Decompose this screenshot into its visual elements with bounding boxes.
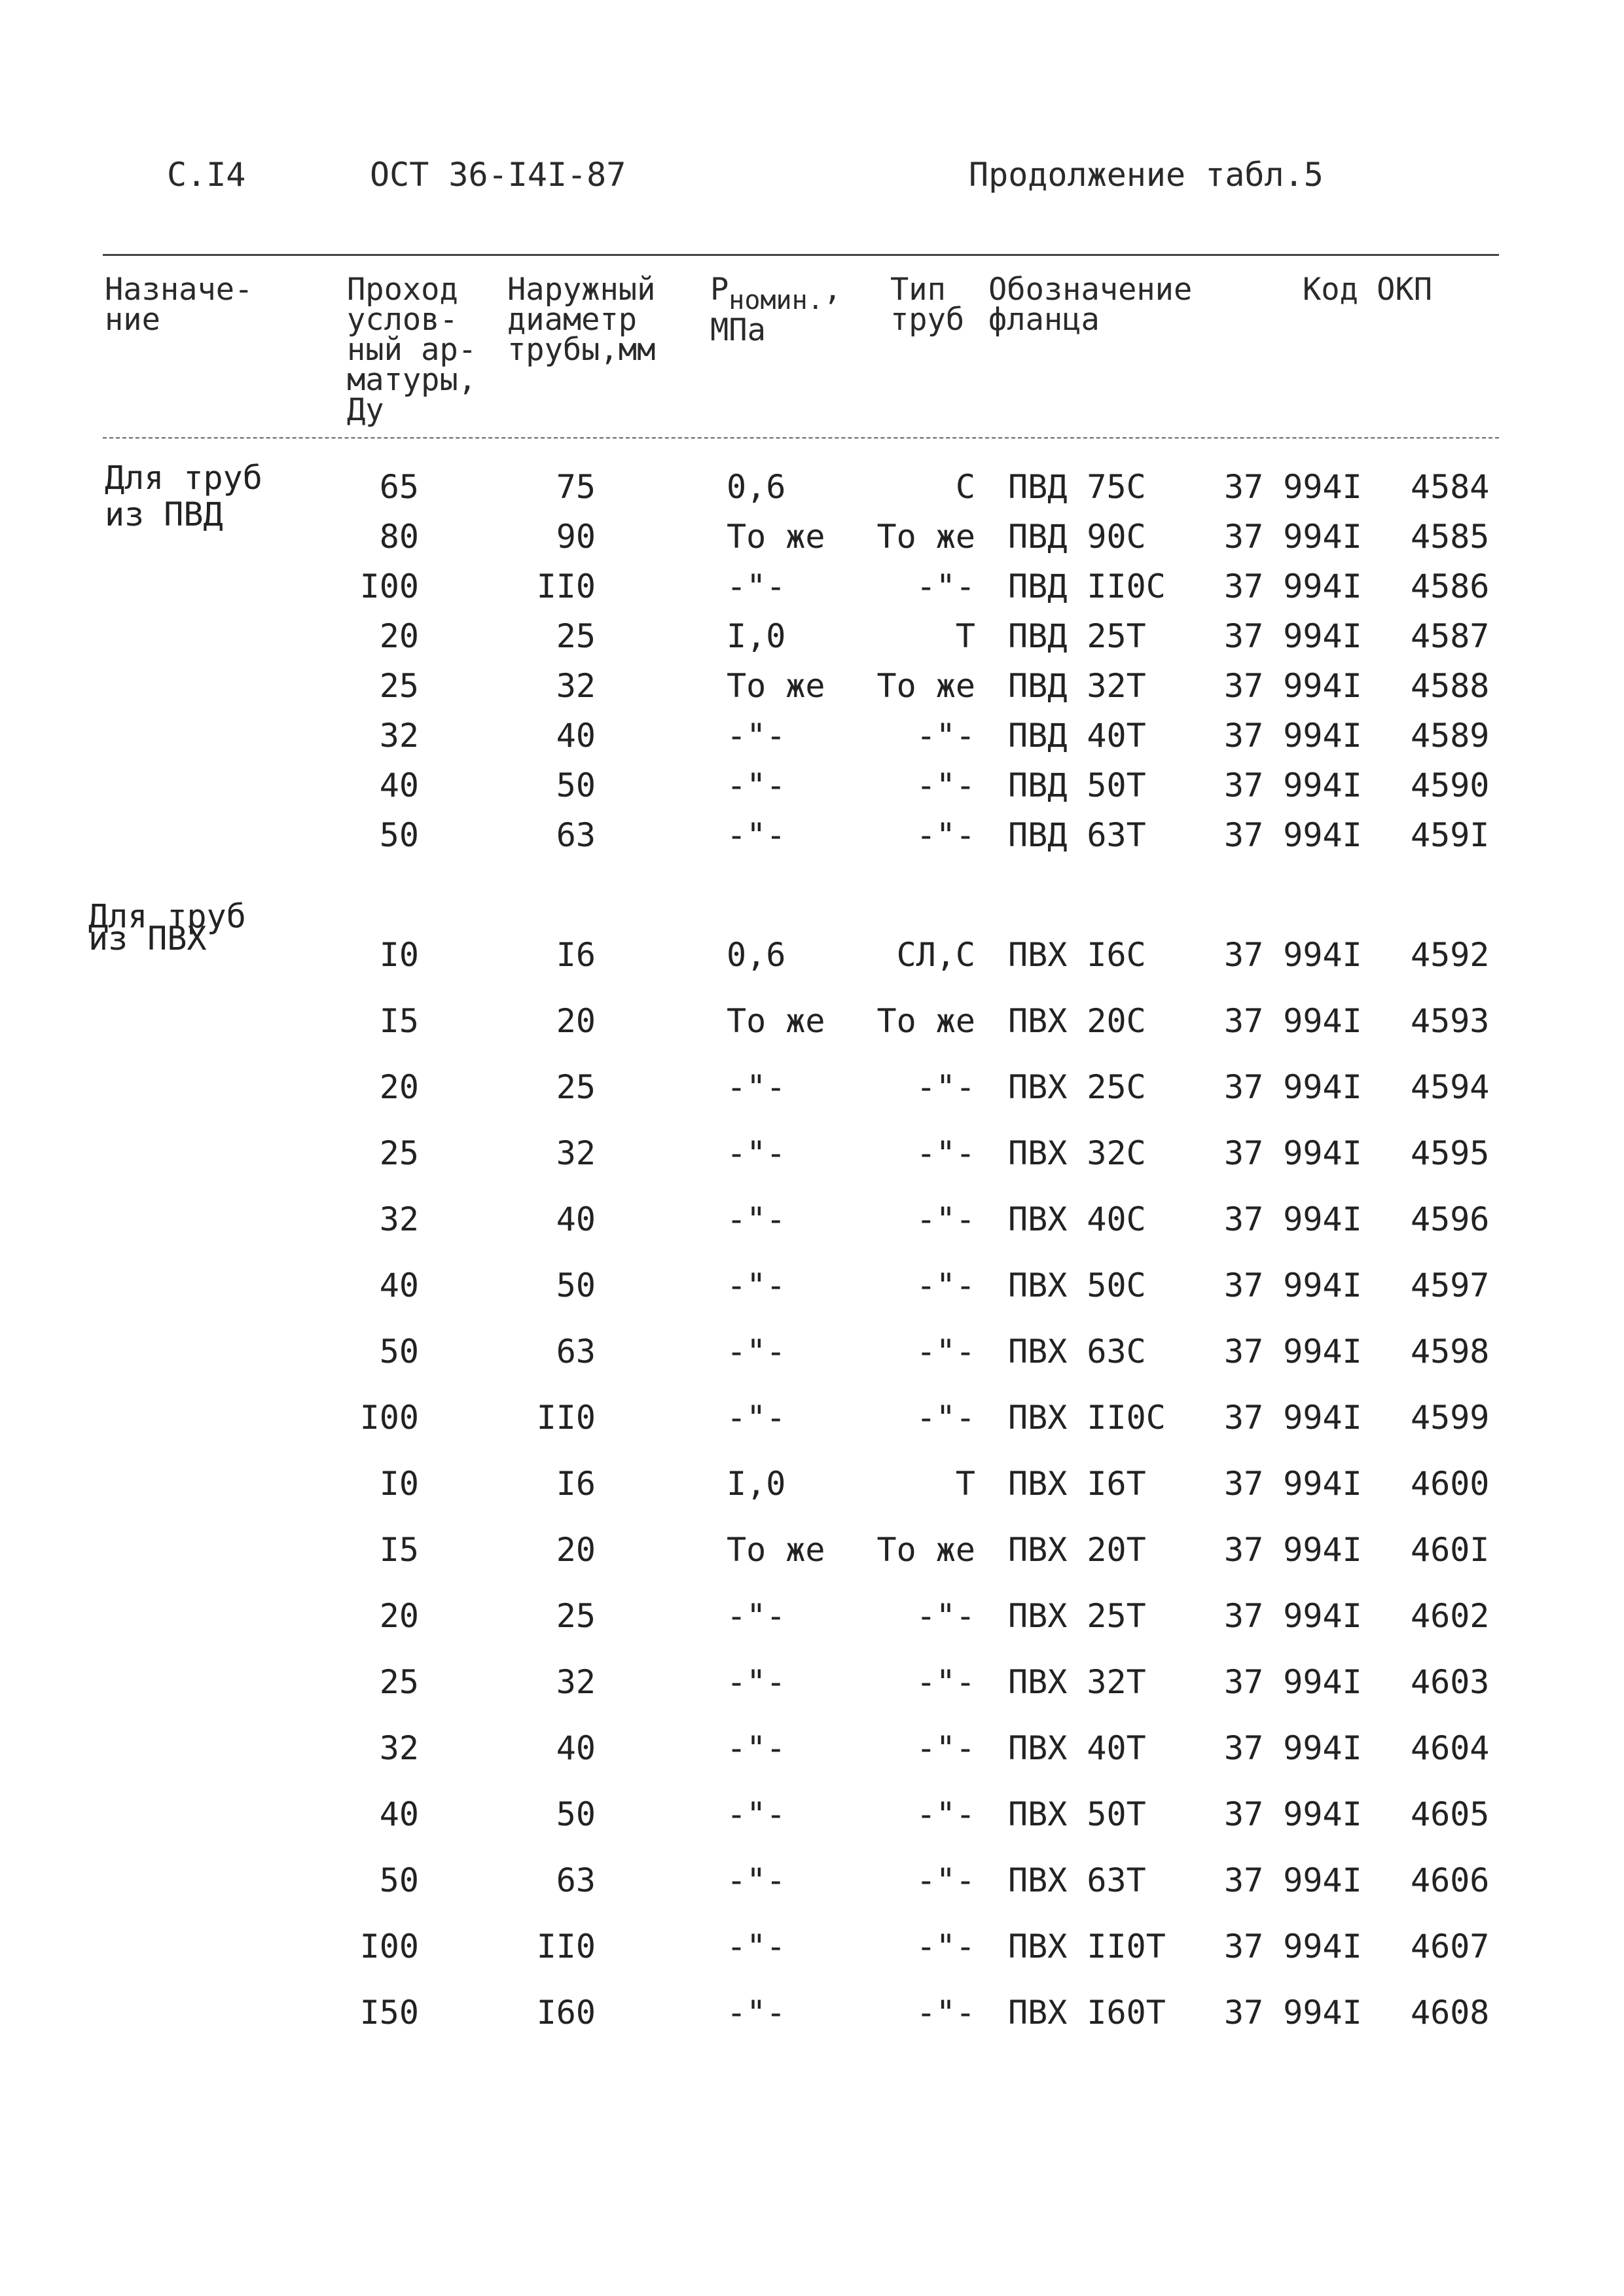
pressure-cell: То же <box>727 1002 825 1040</box>
okp-code-suffix-cell: 4607 <box>1411 1928 1490 1965</box>
table-continuation-caption: Продолжение табл.5 <box>969 156 1324 194</box>
okp-code-suffix-cell: 4603 <box>1411 1663 1490 1701</box>
outer-diameter-cell: 75 <box>556 468 596 506</box>
pressure-cell: -"- <box>727 1928 786 1965</box>
pipe-type-cell: -"- <box>916 1663 975 1701</box>
column-header-nominal-bore: Проход услов- ный ар- матуры, Ду <box>347 272 477 428</box>
pipe-type-cell: -"- <box>916 1861 975 1899</box>
okp-code-prefix-cell: 37 994I <box>1224 1861 1362 1899</box>
outer-diameter-cell: I6 <box>556 1465 596 1503</box>
pressure-cell: -"- <box>727 816 786 854</box>
pressure-cell: -"- <box>727 1597 786 1635</box>
flange-designation-cell: ПВД 63Т <box>1008 816 1146 854</box>
okp-code-suffix-cell: 4588 <box>1411 667 1490 705</box>
flange-designation-cell: ПВД 40Т <box>1008 717 1146 755</box>
okp-code-suffix-cell: 4595 <box>1411 1134 1490 1172</box>
group-purpose-pvh: Для труб из ПВХ <box>88 897 246 958</box>
okp-code-prefix-cell: 37 994I <box>1224 1333 1362 1371</box>
nominal-bore-cell: I00 <box>359 1928 419 1965</box>
page-number: С.I4 <box>167 156 246 194</box>
pipe-type-cell: -"- <box>916 1928 975 1965</box>
okp-code-suffix-cell: 4584 <box>1411 468 1490 506</box>
nominal-bore-cell: I00 <box>359 567 419 605</box>
flange-designation-cell: ПВХ 20Т <box>1008 1531 1146 1569</box>
nominal-bore-cell: 40 <box>379 766 419 804</box>
okp-code-suffix-cell: 4600 <box>1411 1465 1490 1503</box>
okp-code-prefix-cell: 37 994I <box>1224 468 1362 506</box>
outer-diameter-cell: 20 <box>556 1002 596 1040</box>
pressure-cell: -"- <box>727 1200 786 1238</box>
pipe-type-cell: СЛ,С <box>896 936 975 974</box>
outer-diameter-cell: 50 <box>556 1795 596 1833</box>
okp-code-suffix-cell: 4589 <box>1411 717 1490 755</box>
pressure-cell: -"- <box>727 1994 786 2032</box>
pressure-cell: -"- <box>727 567 786 605</box>
nominal-bore-cell: 50 <box>379 1861 419 1899</box>
flange-designation-cell: ПВХ I60Т <box>1008 1994 1166 2032</box>
outer-diameter-cell: 50 <box>556 766 596 804</box>
pressure-cell: I,0 <box>727 1465 786 1503</box>
outer-diameter-cell: 25 <box>556 1597 596 1635</box>
okp-code-prefix-cell: 37 994I <box>1224 1663 1362 1701</box>
nominal-bore-cell: I0 <box>379 1465 419 1503</box>
pipe-type-cell: То же <box>876 518 975 556</box>
nominal-bore-cell: 32 <box>379 1729 419 1767</box>
flange-designation-cell: ПВХ 32С <box>1008 1134 1146 1172</box>
flange-designation-cell: ПВХ 63Т <box>1008 1861 1146 1899</box>
pipe-type-cell: Т <box>955 617 975 655</box>
outer-diameter-cell: 32 <box>556 667 596 705</box>
okp-code-suffix-cell: 4608 <box>1411 1994 1490 2032</box>
okp-code-prefix-cell: 37 994I <box>1224 1068 1362 1106</box>
table-header-rule <box>103 437 1499 439</box>
okp-code-prefix-cell: 37 994I <box>1224 1531 1362 1569</box>
okp-code-prefix-cell: 37 994I <box>1224 1266 1362 1304</box>
okp-code-suffix-cell: 4599 <box>1411 1399 1490 1437</box>
flange-designation-cell: ПВХ 50С <box>1008 1266 1146 1304</box>
outer-diameter-cell: 40 <box>556 1729 596 1767</box>
flange-designation-cell: ПВД 75С <box>1008 468 1146 506</box>
outer-diameter-cell: I6 <box>556 936 596 974</box>
nominal-bore-cell: I50 <box>359 1994 419 2032</box>
nominal-bore-cell: 40 <box>379 1795 419 1833</box>
outer-diameter-cell: 40 <box>556 1200 596 1238</box>
okp-code-prefix-cell: 37 994I <box>1224 567 1362 605</box>
pressure-cell: 0,6 <box>727 936 786 974</box>
flange-designation-cell: ПВХ 25Т <box>1008 1597 1146 1635</box>
okp-code-prefix-cell: 37 994I <box>1224 816 1362 854</box>
outer-diameter-cell: 63 <box>556 816 596 854</box>
nominal-bore-cell: I00 <box>359 1399 419 1437</box>
outer-diameter-cell: 63 <box>556 1333 596 1371</box>
okp-code-prefix-cell: 37 994I <box>1224 936 1362 974</box>
nominal-bore-cell: 20 <box>379 1068 419 1106</box>
nominal-bore-cell: 50 <box>379 1333 419 1371</box>
okp-code-suffix-cell: 4594 <box>1411 1068 1490 1106</box>
pipe-type-cell: -"- <box>916 1134 975 1172</box>
pressure-subscript: номин. <box>729 285 823 315</box>
okp-code-suffix-cell: 4586 <box>1411 567 1490 605</box>
flange-designation-cell: ПВХ I6С <box>1008 936 1146 974</box>
table-top-rule <box>103 254 1499 256</box>
pipe-type-cell: -"- <box>916 1597 975 1635</box>
pressure-cell: -"- <box>727 1068 786 1106</box>
okp-code-prefix-cell: 37 994I <box>1224 1134 1362 1172</box>
nominal-bore-cell: 50 <box>379 816 419 854</box>
outer-diameter-cell: 50 <box>556 1266 596 1304</box>
pressure-cell: -"- <box>727 1399 786 1437</box>
nominal-bore-cell: I5 <box>379 1531 419 1569</box>
okp-code-suffix-cell: 4590 <box>1411 766 1490 804</box>
okp-code-suffix-cell: 4604 <box>1411 1729 1490 1767</box>
nominal-bore-cell: 32 <box>379 717 419 755</box>
okp-code-suffix-cell: 4605 <box>1411 1795 1490 1833</box>
outer-diameter-cell: 20 <box>556 1531 596 1569</box>
flange-designation-cell: ПВД II0С <box>1008 567 1166 605</box>
pressure-cell: -"- <box>727 1861 786 1899</box>
pipe-type-cell: -"- <box>916 1399 975 1437</box>
pressure-cell: -"- <box>727 1795 786 1833</box>
nominal-bore-cell: 20 <box>379 617 419 655</box>
pipe-type-cell: -"- <box>916 816 975 854</box>
pipe-type-cell: -"- <box>916 766 975 804</box>
nominal-bore-cell: 40 <box>379 1266 419 1304</box>
nominal-bore-cell: 25 <box>379 667 419 705</box>
pressure-cell: I,0 <box>727 617 786 655</box>
pipe-type-cell: -"- <box>916 1729 975 1767</box>
pressure-cell: 0,6 <box>727 468 786 506</box>
pressure-unit: МПа <box>710 312 766 348</box>
pipe-type-cell: То же <box>876 1002 975 1040</box>
okp-code-suffix-cell: 4598 <box>1411 1333 1490 1371</box>
column-header-purpose: Назначе- ние <box>105 272 253 338</box>
flange-designation-cell: ПВХ I6Т <box>1008 1465 1146 1503</box>
column-header-okp-code: Код ОКП <box>1303 272 1433 308</box>
outer-diameter-cell: 40 <box>556 717 596 755</box>
okp-code-suffix-cell: 4592 <box>1411 936 1490 974</box>
nominal-bore-cell: 65 <box>379 468 419 506</box>
column-header-flange-designation: Обозначение фланца <box>988 272 1193 338</box>
flange-designation-cell: ПВХ 50Т <box>1008 1795 1146 1833</box>
pipe-type-cell: -"- <box>916 1333 975 1371</box>
okp-code-suffix-cell: 4585 <box>1411 518 1490 556</box>
okp-code-suffix-cell: 4597 <box>1411 1266 1490 1304</box>
okp-code-prefix-cell: 37 994I <box>1224 1597 1362 1635</box>
pressure-symbol: P <box>710 272 729 308</box>
okp-code-suffix-cell: 460I <box>1411 1531 1490 1569</box>
outer-diameter-cell: 63 <box>556 1861 596 1899</box>
flange-designation-cell: ПВХ 63С <box>1008 1333 1146 1371</box>
okp-code-suffix-cell: 459I <box>1411 816 1490 854</box>
okp-code-prefix-cell: 37 994I <box>1224 1928 1362 1965</box>
outer-diameter-cell: 32 <box>556 1663 596 1701</box>
outer-diameter-cell: I60 <box>536 1994 596 2032</box>
flange-designation-cell: ПВХ II0С <box>1008 1399 1166 1437</box>
pressure-comma: , <box>823 272 842 308</box>
pipe-type-cell: Т <box>955 1465 975 1503</box>
okp-code-prefix-cell: 37 994I <box>1224 1399 1362 1437</box>
flange-designation-cell: ПВД 50Т <box>1008 766 1146 804</box>
okp-code-prefix-cell: 37 994I <box>1224 766 1362 804</box>
pipe-type-cell: С <box>955 468 975 506</box>
flange-designation-cell: ПВД 25Т <box>1008 617 1146 655</box>
okp-code-suffix-cell: 4593 <box>1411 1002 1490 1040</box>
okp-code-suffix-cell: 4596 <box>1411 1200 1490 1238</box>
pipe-type-cell: То же <box>876 667 975 705</box>
pipe-type-cell: -"- <box>916 1795 975 1833</box>
okp-code-prefix-cell: 37 994I <box>1224 518 1362 556</box>
okp-code-suffix-cell: 4587 <box>1411 617 1490 655</box>
outer-diameter-cell: 32 <box>556 1134 596 1172</box>
okp-code-prefix-cell: 37 994I <box>1224 1795 1362 1833</box>
outer-diameter-cell: II0 <box>536 567 596 605</box>
pressure-cell: То же <box>727 1531 825 1569</box>
flange-designation-cell: ПВХ 20С <box>1008 1002 1146 1040</box>
okp-code-suffix-cell: 4606 <box>1411 1861 1490 1899</box>
pressure-cell: -"- <box>727 1134 786 1172</box>
outer-diameter-cell: 25 <box>556 617 596 655</box>
flange-designation-cell: ПВХ 32Т <box>1008 1663 1146 1701</box>
group-purpose-pvd: Для труб из ПВД <box>105 459 262 533</box>
pipe-type-cell: То же <box>876 1531 975 1569</box>
okp-code-prefix-cell: 37 994I <box>1224 667 1362 705</box>
flange-designation-cell: ПВХ II0Т <box>1008 1928 1166 1965</box>
standard-designation: ОСТ 36-I4I-87 <box>370 156 626 194</box>
outer-diameter-cell: 90 <box>556 518 596 556</box>
nominal-bore-cell: 25 <box>379 1663 419 1701</box>
okp-code-prefix-cell: 37 994I <box>1224 1465 1362 1503</box>
column-header-pressure <box>710 272 842 348</box>
nominal-bore-cell: 20 <box>379 1597 419 1635</box>
pressure-cell: То же <box>727 667 825 705</box>
pressure-cell: -"- <box>727 1333 786 1371</box>
okp-code-prefix-cell: 37 994I <box>1224 1002 1362 1040</box>
pressure-cell: -"- <box>727 717 786 755</box>
pipe-type-cell: -"- <box>916 717 975 755</box>
pressure-cell: -"- <box>727 1266 786 1304</box>
outer-diameter-cell: 25 <box>556 1068 596 1106</box>
nominal-bore-cell: 80 <box>379 518 419 556</box>
okp-code-prefix-cell: 37 994I <box>1224 1200 1362 1238</box>
nominal-bore-cell: 32 <box>379 1200 419 1238</box>
flange-designation-cell: ПВХ 40С <box>1008 1200 1146 1238</box>
pipe-type-cell: -"- <box>916 1266 975 1304</box>
pipe-type-cell: -"- <box>916 567 975 605</box>
pressure-cell: -"- <box>727 1729 786 1767</box>
column-header-pipe-type: Тип труб <box>890 272 965 338</box>
outer-diameter-cell: II0 <box>536 1399 596 1437</box>
pipe-type-cell: -"- <box>916 1994 975 2032</box>
pipe-type-cell: -"- <box>916 1068 975 1106</box>
pipe-type-cell: -"- <box>916 1200 975 1238</box>
okp-code-suffix-cell: 4602 <box>1411 1597 1490 1635</box>
column-header-outer-diameter: Наружный диаметр трубы,мм <box>507 272 656 368</box>
outer-diameter-cell: II0 <box>536 1928 596 1965</box>
okp-code-prefix-cell: 37 994I <box>1224 617 1362 655</box>
nominal-bore-cell: I5 <box>379 1002 419 1040</box>
pressure-cell: -"- <box>727 766 786 804</box>
okp-code-prefix-cell: 37 994I <box>1224 1994 1362 2032</box>
flange-designation-cell: ПВД 90С <box>1008 518 1146 556</box>
nominal-bore-cell: I0 <box>379 936 419 974</box>
pressure-cell: То же <box>727 518 825 556</box>
flange-designation-cell: ПВХ 25С <box>1008 1068 1146 1106</box>
pressure-cell: -"- <box>727 1663 786 1701</box>
flange-designation-cell: ПВХ 40Т <box>1008 1729 1146 1767</box>
okp-code-prefix-cell: 37 994I <box>1224 717 1362 755</box>
nominal-bore-cell: 25 <box>379 1134 419 1172</box>
okp-code-prefix-cell: 37 994I <box>1224 1729 1362 1767</box>
flange-designation-cell: ПВД 32Т <box>1008 667 1146 705</box>
